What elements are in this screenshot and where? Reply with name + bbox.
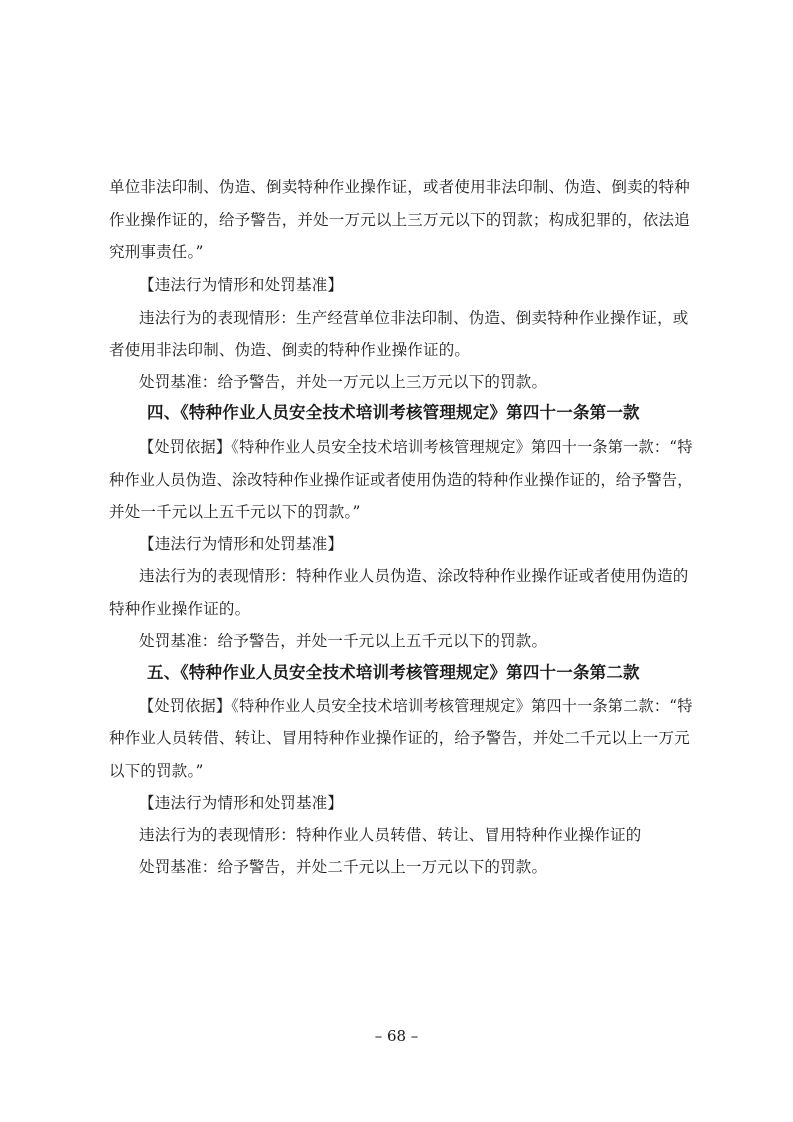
page-number: – 68 – [374, 1027, 419, 1045]
section-heading: 五、《特种作业人员安全技术培训考核管理规定》第四十一条第二款 [147, 663, 640, 682]
text-line: 单位非法印制、伪造、倒卖特种作业操作证，或者使用非法印制、伪造、倒卖的特种 [109, 178, 690, 196]
text-line: 究刑事责任。” [109, 243, 204, 261]
text-line: 特种作业操作证的。 [109, 600, 251, 618]
text-line: 违法行为的表现情形：生产经营单位非法印制、伪造、倒卖特种作业操作证，或 [139, 309, 689, 327]
text-line: 并处一千元以上五千元以下的罚款。” [109, 503, 361, 521]
text-line: 【处罚依据】《特种作业人员安全技术培训考核管理规定》第四十一条第一款：“特 [139, 438, 693, 456]
text-line: 者使用非法印制、伪造、倒卖的特种作业操作证的。 [109, 341, 471, 359]
text-line: 违法行为的表现情形：特种作业人员转借、转让、冒用特种作业操作证的 [139, 826, 642, 844]
text-line: 作业操作证的，给予警告，并处一万元以上三万元以下的罚款；构成犯罪的，依法追 [109, 211, 690, 229]
text-line: 违法行为的表现情形：特种作业人员伪造、涂改特种作业操作证或者使用伪造的 [139, 567, 689, 585]
text-line: 种作业人员转借、转让、冒用特种作业操作证的，给予警告，并处二千元以上一万元 [109, 729, 690, 747]
text-line: 种作业人员伪造、涂改特种作业操作证或者使用伪造的特种作业操作证的，给予警告， [109, 471, 693, 489]
section-subheading: 【违法行为情形和处罚基准】 [139, 794, 344, 812]
section-heading: 四、《特种作业人员安全技术培训考核管理规定》第四十一条第一款 [147, 403, 640, 422]
text-line: 处罚基准：给予警告，并处一万元以上三万元以下的罚款。 [139, 373, 548, 391]
text-line: 处罚基准：给予警告，并处二千元以上一万元以下的罚款。 [139, 858, 548, 876]
text-line: 【处罚依据】《特种作业人员安全技术培训考核管理规定》第四十一条第二款：“特 [139, 697, 693, 715]
text-line: 以下的罚款。” [109, 762, 204, 780]
text-line: 处罚基准：给予警告，并处一千元以上五千元以下的罚款。 [139, 632, 548, 650]
section-subheading: 【违法行为情形和处罚基准】 [139, 535, 344, 553]
section-subheading: 【违法行为情形和处罚基准】 [139, 276, 344, 294]
